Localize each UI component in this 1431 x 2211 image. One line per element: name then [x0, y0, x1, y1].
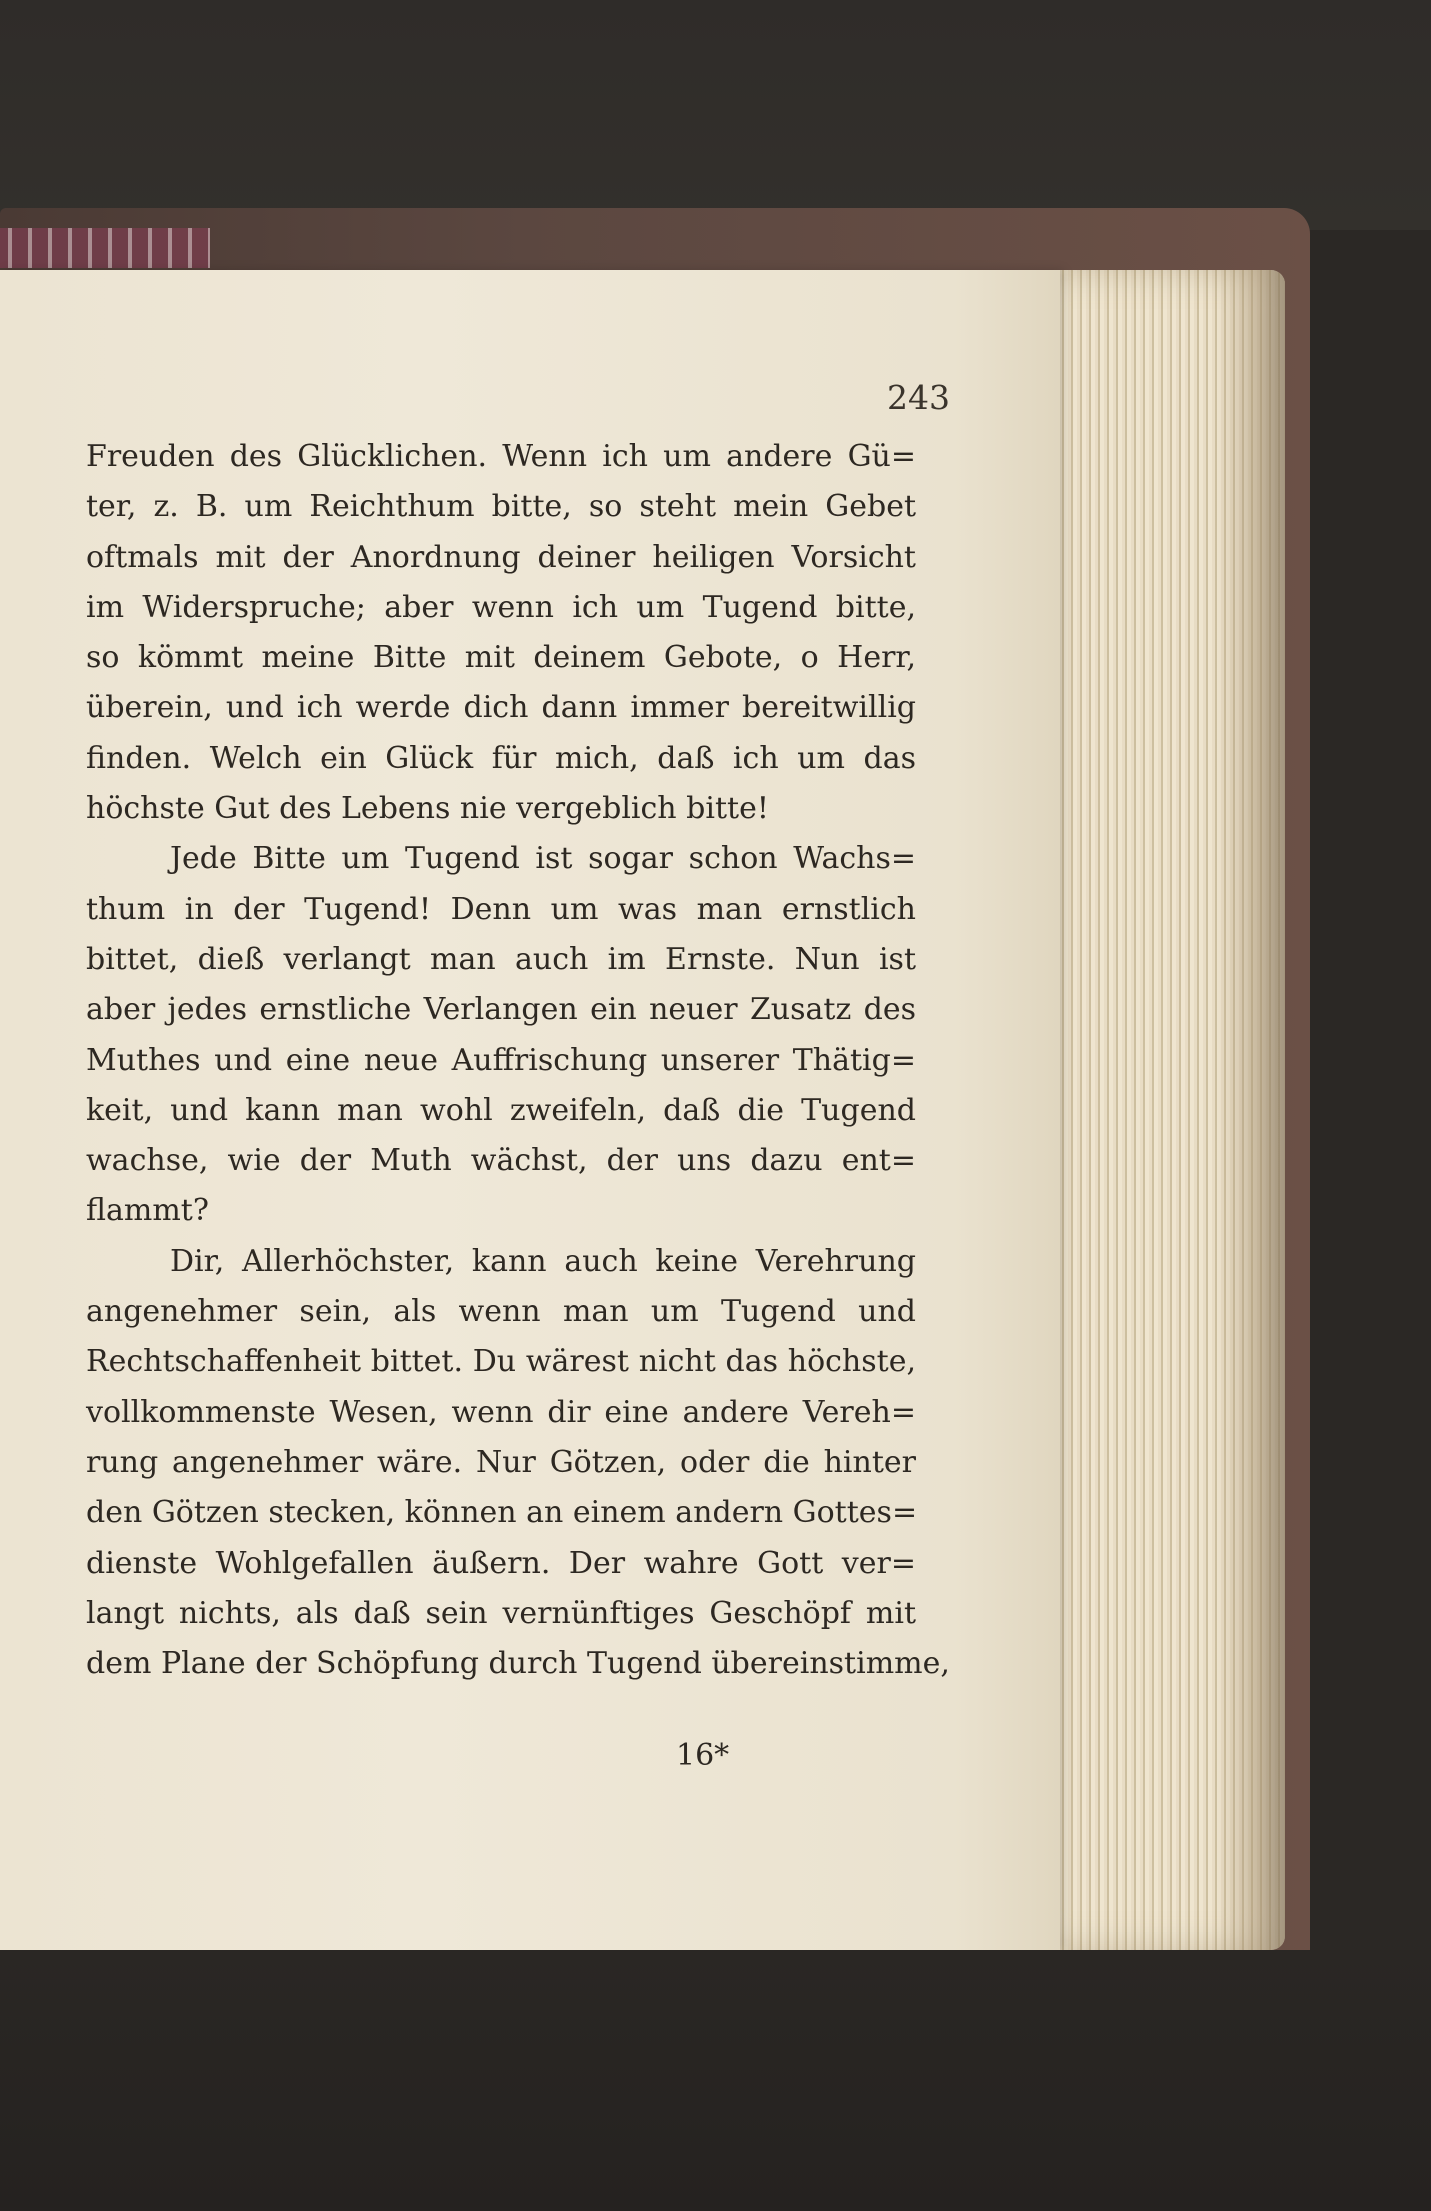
text-line: den Götzen stecken, können an einem andern Gottes= — [86, 1495, 918, 1531]
text-line: Jede Bitte um Tugend ist sogar schon Wachs= — [170, 841, 916, 877]
text-line: so kömmt meine Bitte mit deinem Gebote, o Herr, — [86, 640, 916, 676]
text-line: wachse, wie der Muth wächst, der uns dazu ent= — [86, 1143, 916, 1179]
text-line: ter, z. B. um Reichthum bitte, so steht mein Gebet — [86, 489, 916, 525]
text-line: keit, und kann man wohl zweifeln, daß die Tugend — [86, 1092, 916, 1128]
background-bottom — [0, 1950, 1431, 2211]
text-line: dienste Wohlgefallen äußern. Der wahre Gott ver= — [86, 1545, 916, 1581]
text-line: flammt? — [86, 1193, 209, 1229]
text-line: aber jedes ernstliche Verlangen ein neuer Zusatz des — [86, 992, 916, 1028]
text-line: überein, und ich werde dich dann immer bereitwillig — [86, 690, 916, 726]
text-line: dem Plane der Schöpfung durch Tugend übereinstimme, — [86, 1646, 950, 1682]
page-number: 243 — [887, 378, 950, 417]
text-line: finden. Welch ein Glück für mich, daß ich um das — [86, 740, 916, 776]
text-line: thum in der Tugend! Denn um was man ernstlich — [86, 891, 916, 927]
text-line: bittet, dieß verlangt man auch im Ernste. Nun ist — [86, 941, 916, 977]
text-line: Rechtschaffenheit bittet. Du wärest nicht das höchste, — [86, 1344, 916, 1380]
text-line: langt nichts, als daß sein vernünftiges Geschöpf mit — [86, 1595, 916, 1631]
page-body-text — [86, 432, 950, 1689]
text-line: rung angenehmer wäre. Nur Götzen, oder die hinter — [86, 1444, 916, 1480]
background-top — [0, 0, 1431, 230]
text-line: angenehmer sein, als wenn man um Tugend und — [86, 1294, 916, 1330]
signature-mark: 16* — [676, 1738, 730, 1773]
text-line: Muthes und eine neue Auffrischung unserer Thätig= — [86, 1042, 916, 1078]
text-line: vollkommenste Wesen, wenn dir eine andere Vereh= — [86, 1394, 916, 1430]
text-line: im Widerspruche; aber wenn ich um Tugend bitte, — [86, 589, 916, 625]
text-line: höchste Gut des Lebens nie vergeblich bitte! — [86, 791, 769, 827]
page-edges — [1050, 270, 1285, 1950]
text-line: Dir, Allerhöchster, kann auch keine Verehrung — [170, 1243, 916, 1279]
spine-decoration — [0, 228, 210, 268]
text-line: Freuden des Glücklichen. Wenn ich um andere Gü= — [86, 439, 916, 474]
text-line: oftmals mit der Anordnung deiner heiligen Vorsicht — [86, 539, 916, 575]
